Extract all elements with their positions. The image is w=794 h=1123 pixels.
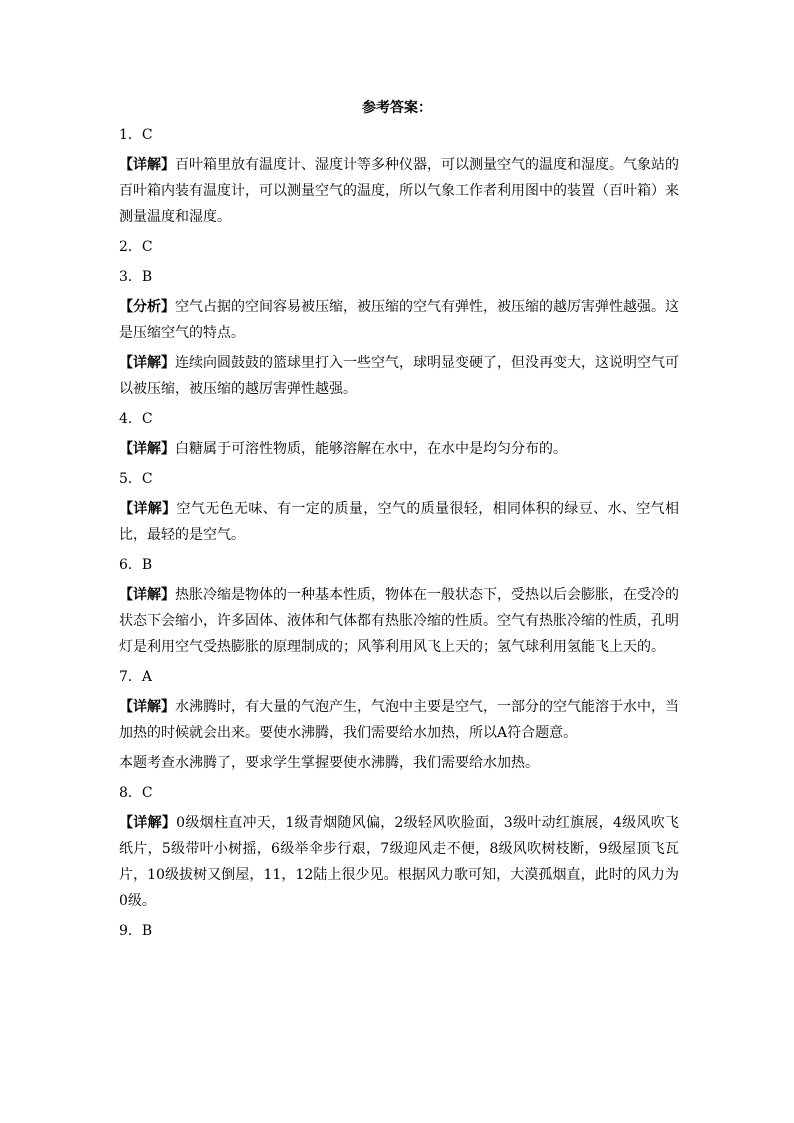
- explanation-text: 空气占据的空间容易被压缩，被压缩的空气有弹性，被压缩的越厉害弹性越强。这是压缩空气的特点。: [119, 299, 679, 341]
- answer-number: 3．B: [119, 269, 153, 285]
- explanation-text: 百叶箱里放有温度计、湿度计等多种仪器，可以测量空气的温度和湿度。气象站的百叶箱内装有温度计，可以测量空气的温度，所以气象工作者利用图中的装置（百叶箱）来测量温度和湿度。: [119, 157, 679, 225]
- answer-number: 9．B: [119, 923, 153, 939]
- answer-number: 2．C: [119, 239, 153, 255]
- explanation-tag: 【分析】: [119, 299, 175, 315]
- explanation-paragraph: [119, 582, 679, 660]
- explanation-tag: 【详解】: [119, 815, 177, 831]
- explanation-tag: 【详解】: [119, 355, 175, 371]
- explanation-paragraph: [119, 152, 679, 230]
- explanation-text: 本题考查水沸腾了，要求学生掌握要使水沸腾，我们需要给水加热。: [119, 755, 539, 771]
- explanation-text: 白糖属于可溶性物质，能够溶解在水中，在水中是均匀分布的。: [175, 441, 567, 457]
- answer-number: 4．C: [119, 411, 153, 427]
- explanation-tag: 【详解】: [119, 587, 175, 603]
- answer-number: 8．C: [119, 785, 153, 801]
- answer-number: 1．C: [119, 127, 153, 143]
- explanation-text: 0级烟柱直冲天，1级青烟随风偏，2级轻风吹脸面，3级叶动红旗展，4级风吹飞纸片，5级带叶小树摇，6级举伞步行艰，7级迎风走不便，8级风吹树枝断，9级屋顶飞瓦片，10级拔树又倒屋，11，12陆上很少见。根据风力歌可知，大漠孤烟直，此时的风力为0级。: [119, 815, 679, 909]
- answer-number: 6．B: [119, 557, 153, 573]
- answer-list: [119, 122, 679, 948]
- answer-number: 5．C: [119, 471, 153, 487]
- explanation-text: 水沸腾时，有大量的气泡产生，气泡中主要是空气，一部分的空气能溶于水中，当加热的时候就会出来。要使水沸腾，我们需要给水加热，所以A符合题意。: [119, 699, 679, 741]
- explanation-paragraph: [119, 436, 679, 462]
- explanation-paragraph: [119, 810, 679, 914]
- explanation-paragraph: [119, 694, 679, 746]
- explanation-text: 连续向圆鼓鼓的篮球里打入一些空气，球明显变硬了，但没再变大，这说明空气可以被压缩，被压缩的越厉害弹性越强。: [119, 355, 679, 397]
- explanation-tag: 【详解】: [119, 501, 177, 517]
- page-title: 参考答案：: [362, 100, 432, 116]
- explanation-text: 空气无色无味、有一定的质量，空气的质量很轻，相同体积的绿豆、水、空气相比，最轻的是空气。: [119, 501, 680, 543]
- explanation-paragraph: [119, 294, 679, 346]
- explanation-paragraph: [119, 496, 679, 548]
- explanation-tag: 【详解】: [119, 441, 175, 457]
- explanation-tag: 【详解】: [119, 157, 175, 173]
- answer-number: 7．A: [119, 669, 153, 685]
- explanation-text: 热胀冷缩是物体的一种基本性质，物体在一般状态下，受热以后会膨胀，在受冷的状态下会缩小，许多固体、液体和气体都有热胀冷缩的性质。空气有热胀冷缩的性质，孔明灯是利用空气受热膨胀的原理制成的；风筝利用风飞上天的；氢气球利用氢能飞上天的。: [119, 587, 679, 655]
- explanation-tag: 【详解】: [119, 699, 175, 715]
- explanation-paragraph: [119, 750, 679, 776]
- explanation-paragraph: [119, 350, 679, 402]
